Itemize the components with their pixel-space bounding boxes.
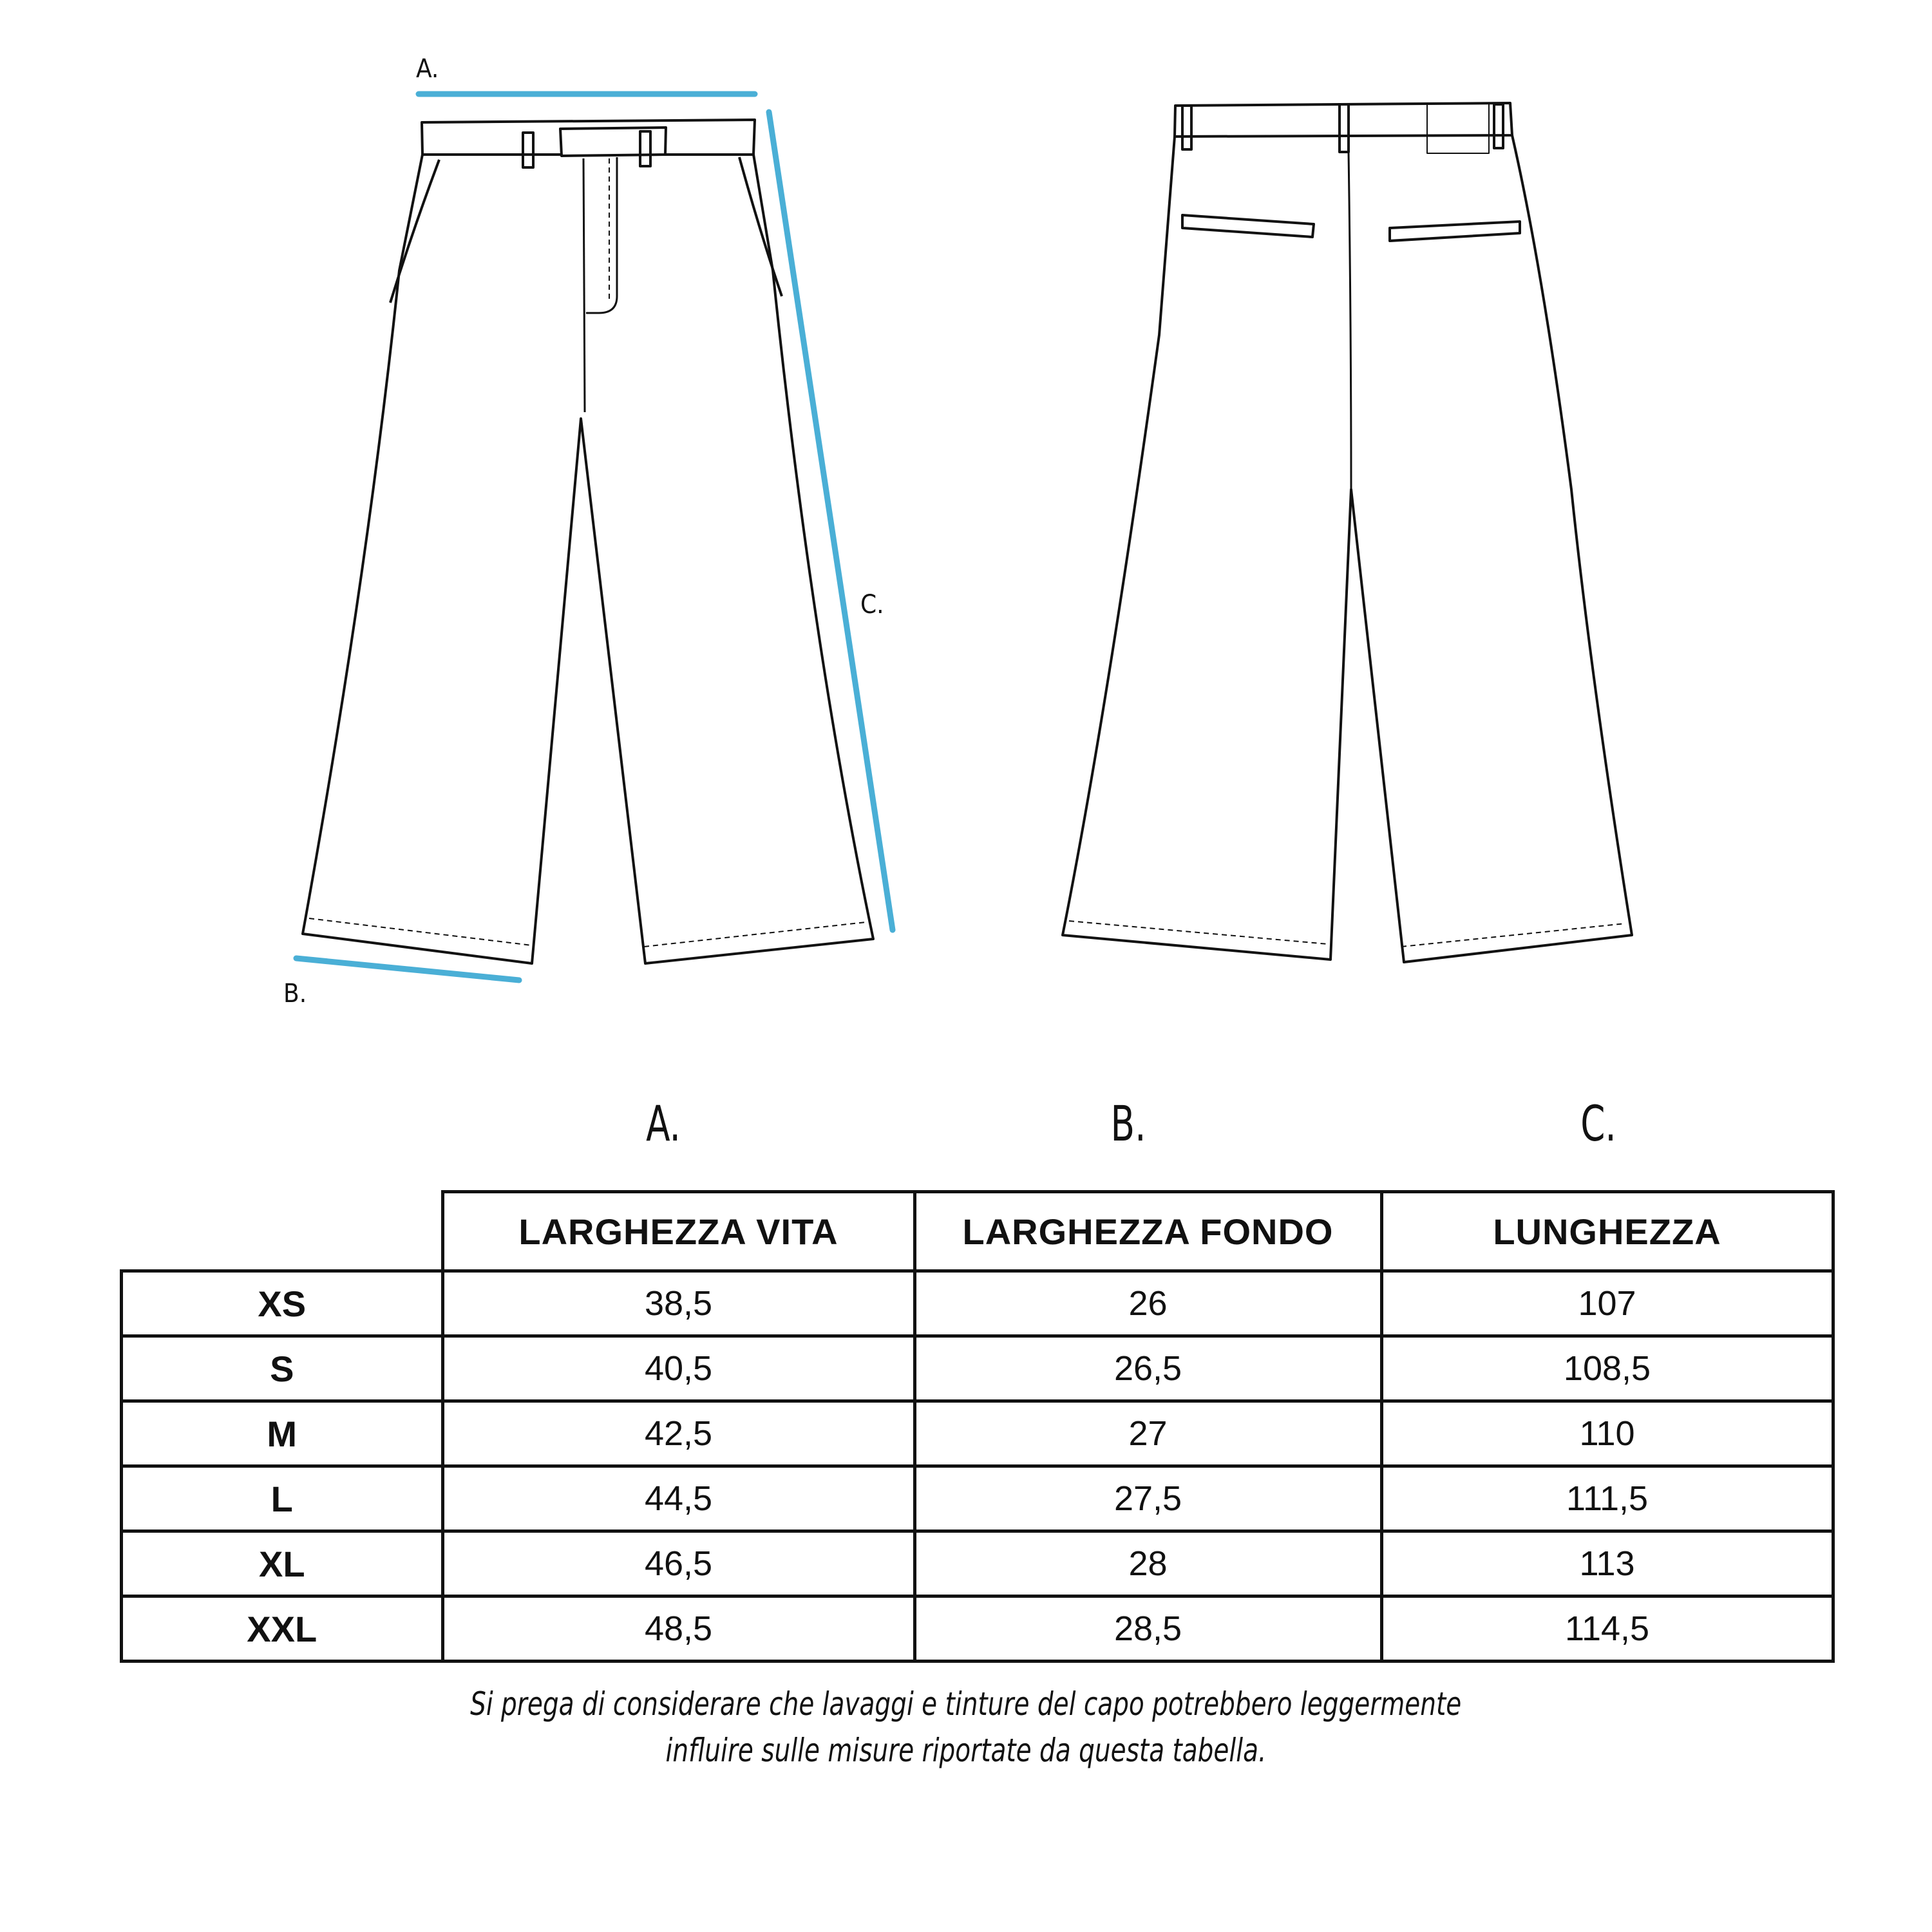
table-row bbox=[122, 1336, 1833, 1401]
column-letter-b: B. bbox=[1110, 1095, 1146, 1152]
hem-width-cell: 27 bbox=[914, 1401, 1381, 1466]
length-cell: 107 bbox=[1381, 1271, 1833, 1336]
table-row bbox=[122, 1466, 1833, 1531]
trousers-back-view bbox=[1063, 103, 1632, 962]
measurement-label-a: A. bbox=[416, 54, 439, 84]
length-cell: 114,5 bbox=[1381, 1596, 1833, 1662]
header-hem-width: LARGHEZZA FONDO bbox=[914, 1192, 1381, 1271]
length-cell: 111,5 bbox=[1381, 1466, 1833, 1531]
header-length: LUNGHEZZA bbox=[1381, 1192, 1833, 1271]
size-cell: L bbox=[122, 1466, 443, 1531]
waist-width-cell: 44,5 bbox=[442, 1466, 914, 1531]
length-cell: 110 bbox=[1381, 1401, 1833, 1466]
disclaimer-note bbox=[0, 1681, 1932, 1774]
waist-width-cell: 48,5 bbox=[442, 1596, 914, 1662]
table-header-row bbox=[122, 1192, 1833, 1271]
hem-width-cell: 26 bbox=[914, 1271, 1381, 1336]
length-cell: 113 bbox=[1381, 1531, 1833, 1596]
waist-width-cell: 42,5 bbox=[442, 1401, 914, 1466]
hem-width-cell: 26,5 bbox=[914, 1336, 1381, 1401]
size-cell: XS bbox=[122, 1271, 443, 1336]
size-cell: XL bbox=[122, 1531, 443, 1596]
column-letter-c: C. bbox=[1580, 1095, 1616, 1152]
hem-width-cell: 28 bbox=[914, 1531, 1381, 1596]
size-cell: M bbox=[122, 1401, 443, 1466]
waist-width-cell: 40,5 bbox=[442, 1336, 914, 1401]
header-waist-width: LARGHEZZA VITA bbox=[442, 1192, 914, 1271]
waist-width-cell: 46,5 bbox=[442, 1531, 914, 1596]
column-letter-a: A. bbox=[646, 1095, 681, 1152]
waist-width-cell: 38,5 bbox=[442, 1271, 914, 1336]
table-row bbox=[122, 1271, 1833, 1336]
hem-width-cell: 28,5 bbox=[914, 1596, 1381, 1662]
disclaimer-line-2: influire sulle misure riportate da questa tabella. bbox=[665, 1732, 1267, 1769]
table-row bbox=[122, 1596, 1833, 1662]
measurement-line-b bbox=[296, 958, 519, 980]
size-cell: XXL bbox=[122, 1596, 443, 1662]
disclaimer-line-1: Si prega di considerare che lavaggi e tinture del capo potrebbero leggermente bbox=[470, 1685, 1462, 1723]
table-corner-cell bbox=[122, 1192, 443, 1271]
measurement-line-c bbox=[769, 112, 893, 930]
size-chart-table bbox=[120, 1190, 1835, 1663]
size-cell: S bbox=[122, 1336, 443, 1401]
measurement-label-b: B. bbox=[283, 979, 307, 1009]
hem-width-cell: 27,5 bbox=[914, 1466, 1381, 1531]
table-row bbox=[122, 1531, 1833, 1596]
length-cell: 108,5 bbox=[1381, 1336, 1833, 1401]
measurement-label-c: C. bbox=[860, 590, 884, 620]
table-row bbox=[122, 1401, 1833, 1466]
